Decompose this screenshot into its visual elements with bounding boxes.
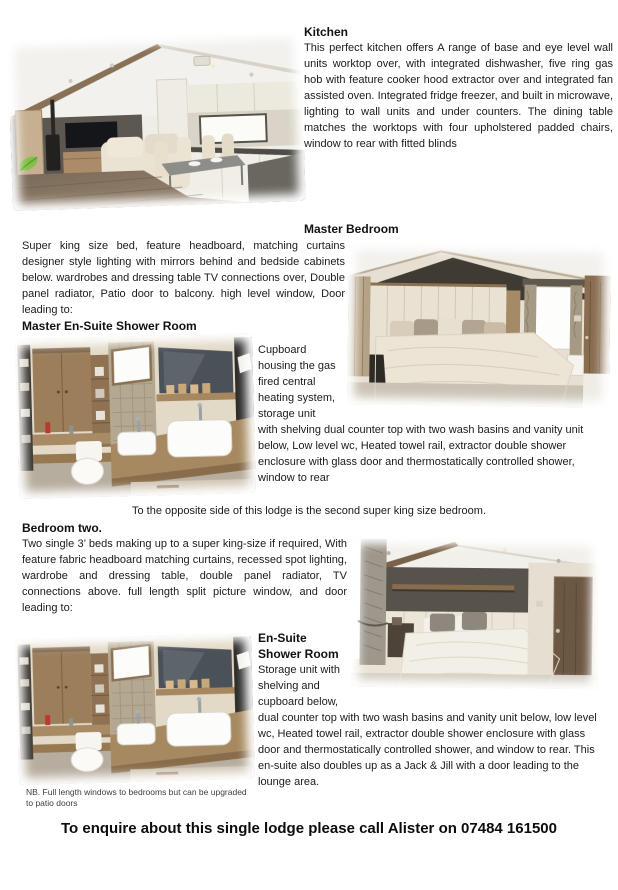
master-ensuite-heading: Master En-Suite Shower Room [22, 319, 197, 333]
ensuite-two-section [258, 630, 610, 790]
enquiry-footer: To enquire about this single lodge please call Alister on 07484 161500 [60, 820, 557, 837]
master-bedroom-body: Super king size bed, feature headboard, matching curtains designer style lighting with mirrors behind and bedside cabinets below. wardrobes and dressing table TV connections over, Double panel radiator, Patio door to balcony. high level window, Door leading to: [22, 240, 345, 316]
master-bedroom-heading: Master Bedroom [304, 222, 399, 236]
kitchen-photo [7, 31, 306, 211]
opposite-side-note: To the opposite side of this lodge is the second super king size bedroom. [131, 505, 487, 517]
photo-wrap-spacer [338, 342, 610, 422]
master-ensuite-section [258, 342, 610, 486]
ensuite-two-heading: En-Suite Shower Room [258, 631, 339, 661]
bedroom-two-heading: Bedroom two. [22, 521, 102, 535]
kitchen-section [304, 24, 613, 152]
ensuite-two-photo-art [15, 633, 255, 786]
ensuite-two-body: Storage unit with shelving and cupboard below, dual counter top with two wash basins and vanity unit below, low level wc, Heated towel rail, extractor double shower enclosure with glass door and thermostatically controlled shower, and window to rear. This en-suite also doubles up as a Jack & Jill with a door leading to the lounge area. [258, 664, 597, 788]
bedroom-two-section [22, 520, 347, 616]
kitchen-photo-art [7, 31, 306, 211]
master-ensuite-photo [15, 333, 256, 499]
bedroom-two-body: Two single 3’ beds making up to a super king-size if required, With feature fabric headboard matching curtains, recessed spot lighting, wardrobe and dressing table, double panel radiator, TV connections above. full length split picture window, and door leading to: [22, 538, 347, 614]
master-ensuite-photo-art [15, 333, 256, 499]
ensuite-two-photo [15, 633, 255, 786]
photo-wrap-spacer [340, 630, 610, 710]
master-bedroom-section [22, 238, 345, 334]
photo-note: NB. Full length windows to bedrooms but can be upgraded to patio doors [26, 787, 247, 808]
kitchen-heading: Kitchen [304, 25, 349, 39]
green-leaf-logo-icon [15, 152, 42, 175]
kitchen-body: This perfect kitchen offers A range of base and eye level wall units worktop over, with integrated dishwasher, five ring gas hob with feature cooker hood extractor over and integrated fan assisted oven. Integrated fridge freezer, and built in microwave, lighting to wall units and under counters. The dining table matches the worktops with four upholstered padded chairs, window to rear with fitted blinds [304, 42, 613, 150]
master-ensuite-body: Cupboard housing the gas fired central heating system, storage unit with shelving dual counter top with two wash basins and vanity unit below, Low level wc, Heated towel rail, extractor double shower enclosure with glass door and thermostatically controlled shower, window to rear [258, 344, 584, 484]
